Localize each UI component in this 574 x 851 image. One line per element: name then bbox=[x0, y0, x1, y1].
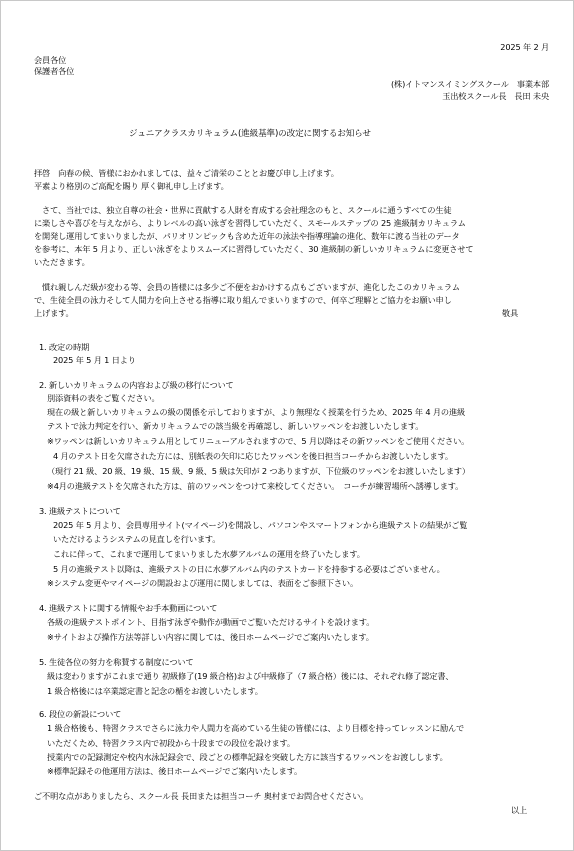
section-text: ※システム変更やマイページの開設および運用に関しましては、表面をご参照下さい。 bbox=[47, 578, 358, 588]
section-text: 授業内での記録測定や校内水泳記録会で、段ごとの標準記録を突破した方に該当するワッペンをお渡しします。 bbox=[47, 752, 448, 762]
section-heading: 2. 新しいカリキュラムの内容および級の移行について bbox=[39, 380, 234, 390]
paragraph-line: 上げます。 bbox=[34, 308, 74, 318]
paragraph-line: を開発し運用してまいりましたが、パリオリンピックも含めた近年の泳法や指導理論の進化、数年に渡る当社のデータ bbox=[34, 231, 460, 241]
section-text: 別添資料の表をご覧ください。 bbox=[47, 393, 160, 403]
section-text: 4 月のテスト日を欠席された方には、別紙表の矢印に応じたワッペンを後日担当コーチからお渡しいたします。 bbox=[53, 451, 453, 461]
section-text: 1 級合格後には卒業認定書と記念の楯をお渡しいたします。 bbox=[47, 686, 263, 696]
section-text: 2025 年 5 月 1 日より bbox=[53, 355, 136, 365]
section-heading: 4. 進級テストに関する情報やお手本動画について bbox=[39, 603, 218, 613]
section-text: いただけるようシステムの見直しを行います。 bbox=[53, 534, 221, 544]
closing-contact: ご不明な点がありましたら、スクール長 長田または担当コーチ 奥村までお問合せください。 bbox=[34, 791, 369, 801]
section-text: 級は変わりますがこれまで通り 初級修了(19 級合格)および中級修了（7 級合格）後には、それぞれ修了認定書、 bbox=[47, 671, 454, 681]
section-text: ※標準記録その他運用方法は、後日ホームページでご案内いたします。 bbox=[47, 766, 303, 776]
issue-date: 2025 年 2 月 bbox=[500, 42, 549, 52]
paragraph-line: に楽しさや喜びを与えながら、よりレベルの高い泳ぎを習得していただく、スモールステップの 25 進級制カリキュラム bbox=[34, 218, 466, 228]
section-text: 現在の級と新しいカリキュラムの級の関係を示しておりますが、より無理なく授業を行うため、2025 年 4 月の進級 bbox=[47, 407, 466, 417]
greeting-line: 平素より格別のご高配を賜り 厚く御礼申し上げます。 bbox=[34, 181, 229, 191]
section-text: （現行 21 級、20 級、19 級、15 級、9 級、5 級は矢印が 2 つありますが、下位級のワッペンをお渡しいたします） bbox=[47, 466, 470, 476]
section-text: いただくため、特習クラス内で初段から十段までの段位を設けます。 bbox=[47, 738, 295, 748]
section-text: 各級の進級テストポイント、目指す泳ぎや動作が動画でご覧いただけるサイトを設けます。 bbox=[47, 617, 375, 627]
greeting-line: 拝啓 向春の候、皆様におかれましては、益々ご清栄のこととお慶び申し上げます。 bbox=[34, 168, 339, 178]
section-text: 1 級合格後も、特習クラスでさらに泳力や人間力を高めている生徒の皆様には、より目標を持ってレッスンに励んで bbox=[47, 723, 465, 733]
keigu-closing: 敬具 bbox=[501, 308, 518, 318]
section-text: これに伴って、これまで運用してまいりました水夢アルバムの運用を終了いたします。 bbox=[53, 549, 365, 559]
paragraph-line: 慣れ親しんだ級が変わる等、会員の皆様には多少ご不便をおかけする点もございますが、進化したこのカリキュラム bbox=[34, 282, 460, 292]
sender-name: 玉出校スクール長 長田 未央 bbox=[442, 91, 549, 101]
section-heading: 3. 進級テストについて bbox=[39, 506, 121, 516]
ijou-closing: 以上 bbox=[510, 805, 527, 815]
sender-organization: (株)イトマンスイミングスクール 事業本部 bbox=[391, 79, 549, 89]
section-heading: 1. 改定の時期 bbox=[39, 342, 90, 352]
paragraph-line: さて、当社では、独立自尊の社会・世界に貢献する人財を育成する会社理念のもと、スクールに通うすべての生徒 bbox=[34, 205, 452, 215]
section-text: テストで泳力判定を行い、新カリキュラムでの該当級を再確認し、新しいワッペンをお渡しいたします。 bbox=[47, 421, 424, 431]
document-title: ジュニアクラスカリキュラム(進級基準)の改定に関するお知らせ bbox=[129, 129, 371, 139]
paragraph-line: いただきます。 bbox=[34, 257, 90, 267]
addressee-members: 会員各位 bbox=[34, 55, 67, 65]
section-heading: 6. 段位の新設について bbox=[39, 709, 122, 719]
addressee-guardians: 保護者各位 bbox=[34, 66, 75, 76]
paragraph-line: で、生徒全員の泳力そして人間力を向上させる指導に取り組んでまいりますので、何卒ご理解とご協力をお願い申し bbox=[34, 295, 452, 305]
section-text: 5 月の進級テスト以降は、進級テストの日に水夢アルバム内のテストカードを持参する必要はございません。 bbox=[53, 564, 445, 574]
section-text: 2025 年 5 月より、会員専用サイト(マイページ)を開設し、パソコンやスマートフォンから進級テストの結果がご覧 bbox=[53, 520, 468, 530]
section-text: ※ワッペンは新しいカリキュラム用としてリニューアルされますので、5 月以降はその新ワッペンをご使用ください。 bbox=[47, 436, 470, 446]
section-heading: 5. 生徒各位の努力を称賛する制度について bbox=[39, 657, 194, 667]
section-text: ※4月の進級テストを欠席された方は、前のワッペンをつけて来校してください。 コーチが練習場所へ誘導します。 bbox=[47, 481, 464, 491]
section-text: ※サイトおよび操作方法等詳しい内容に関しては、後日ホームページでご案内いたします。 bbox=[47, 632, 374, 642]
paragraph-line: を参考に、本年 5 月より、正しい泳ぎをよりスムーズに習得していただく、30 進級制の新しいカリキュラムに変更させて bbox=[34, 244, 474, 254]
